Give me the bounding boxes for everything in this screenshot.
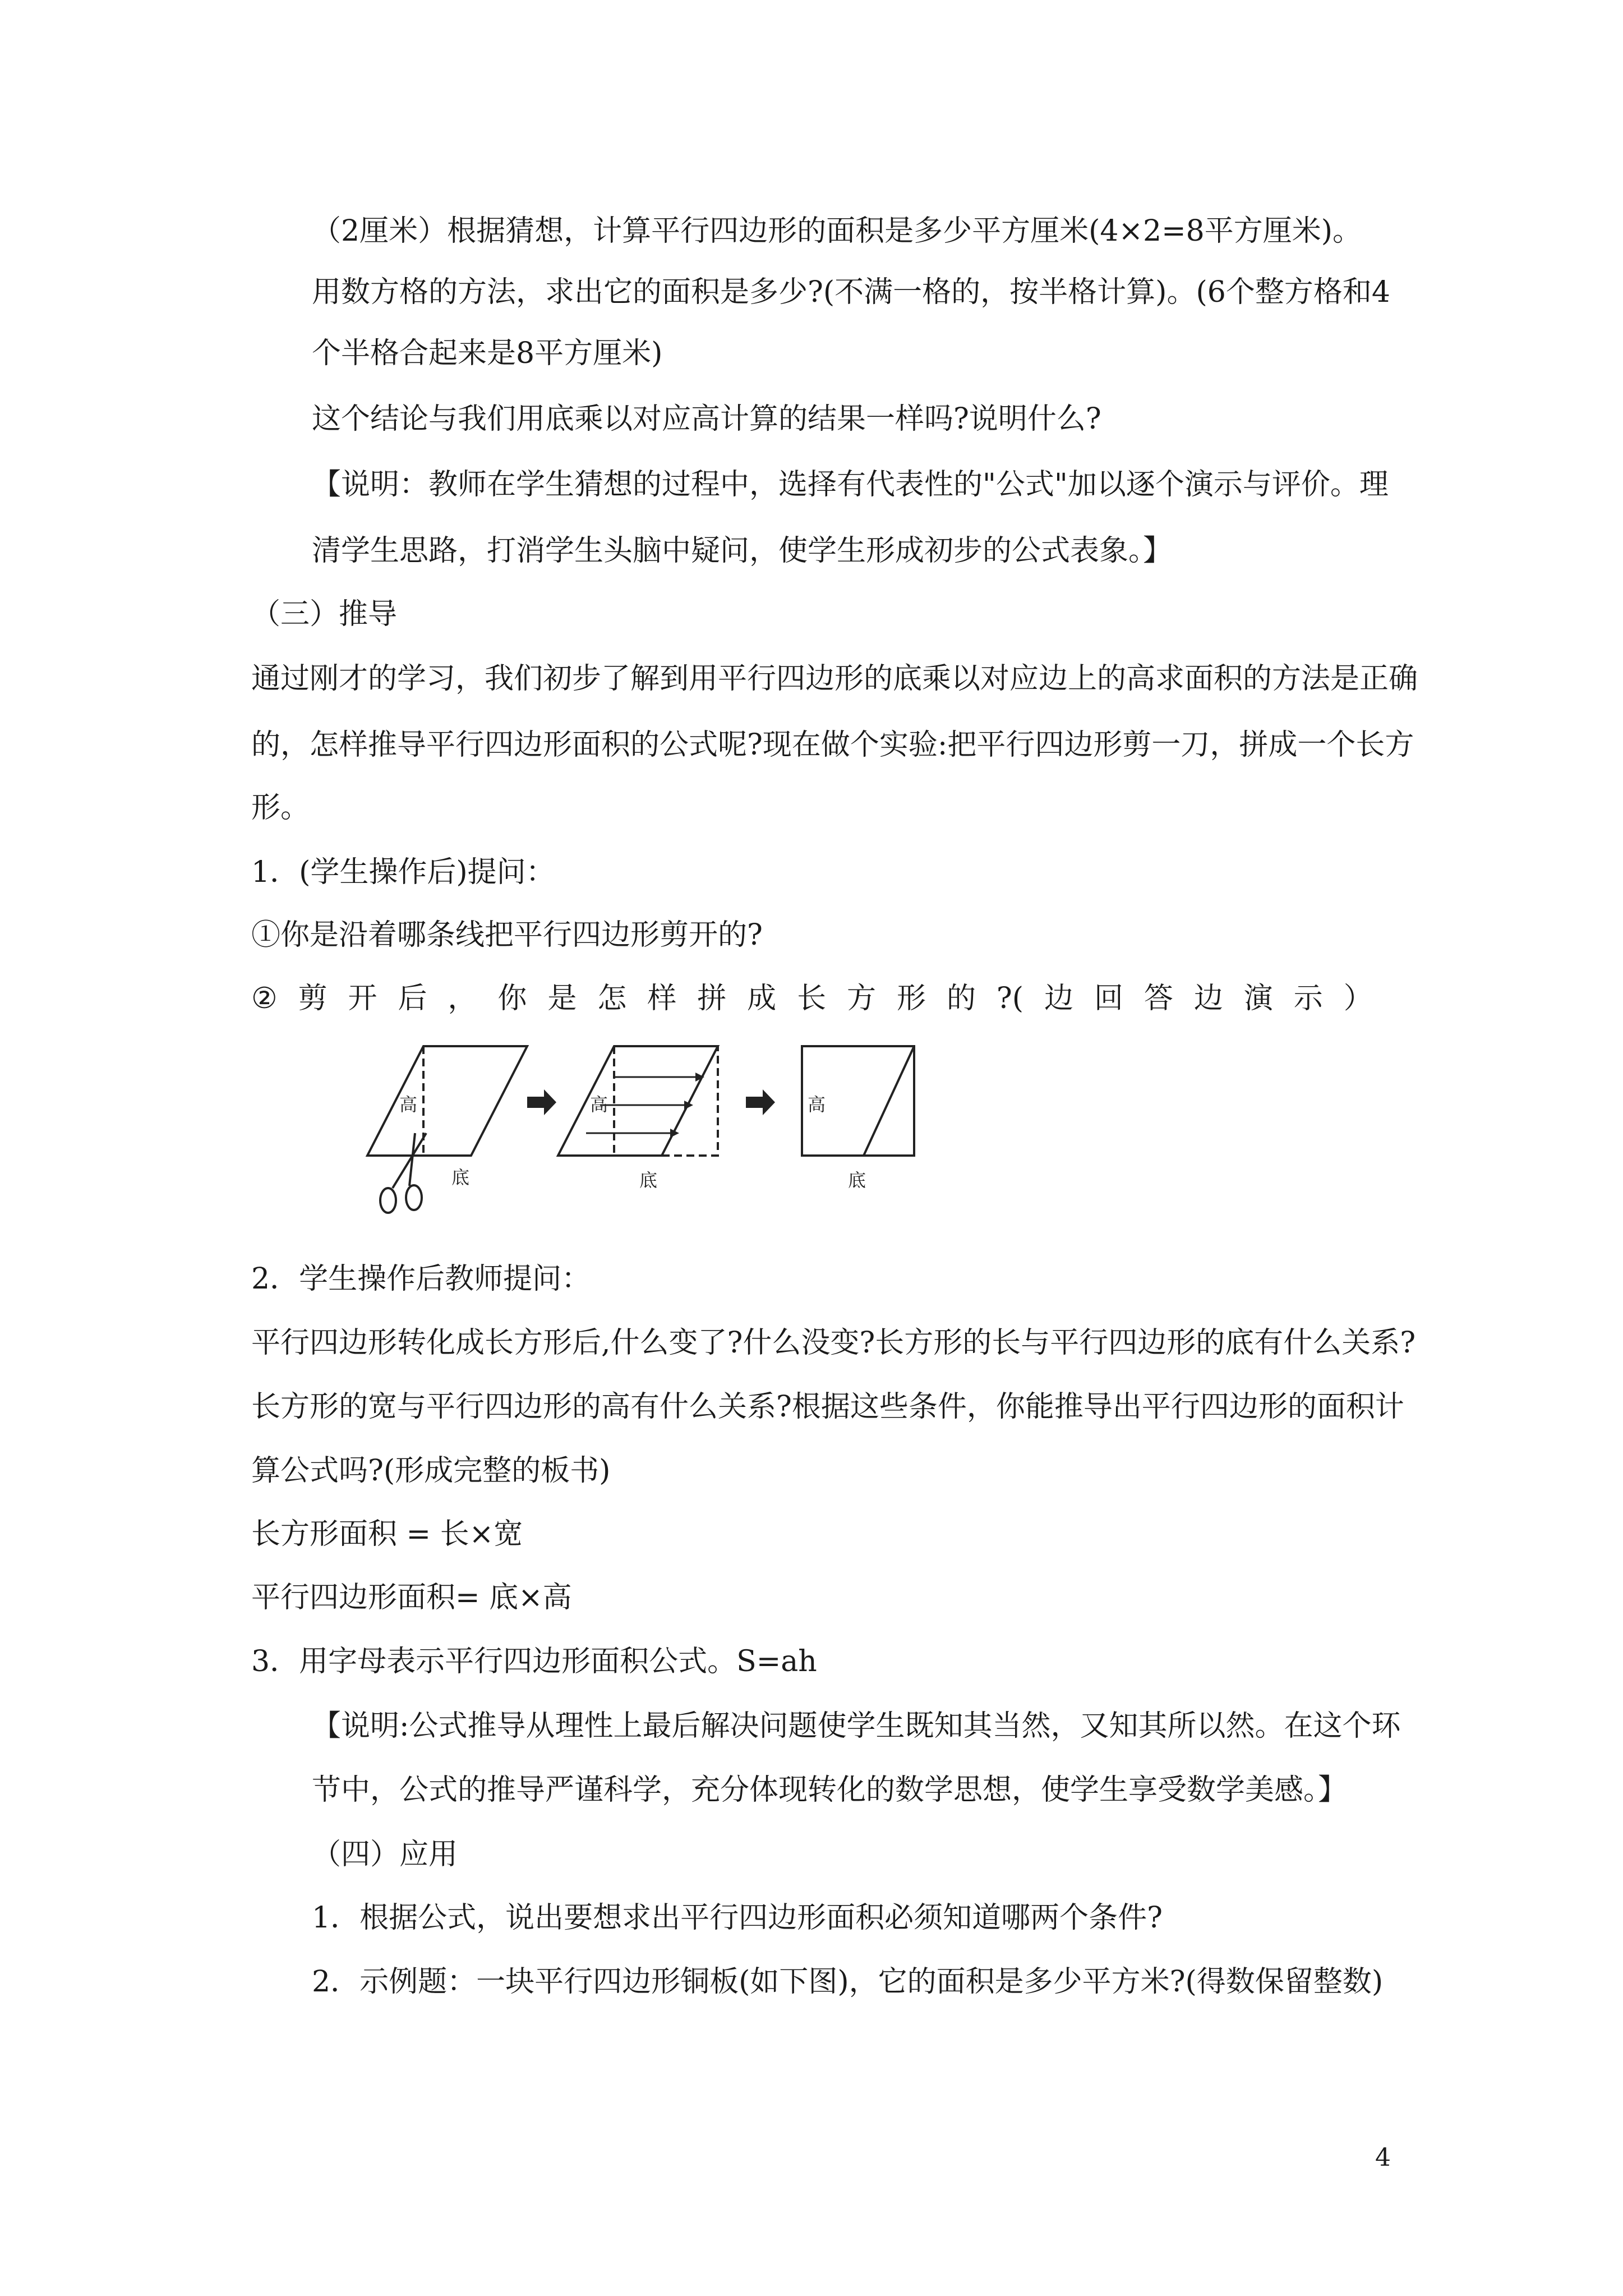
parallelogram-shape bbox=[558, 1046, 718, 1156]
char: 怎 bbox=[597, 982, 627, 1015]
base-label: 底 bbox=[848, 1170, 866, 1191]
char: 是 bbox=[547, 982, 577, 1015]
paragraph-line: 的，怎样推导平行四边形面积的公式呢?现在做个实验:把平行四边形剪一刀，拼成一个长方 bbox=[251, 728, 1414, 762]
char: 剪 bbox=[298, 982, 328, 1015]
formula-line: 平行四边形面积= 底×高 bbox=[251, 1581, 572, 1614]
char: 开 bbox=[348, 982, 377, 1015]
char: 样 bbox=[647, 982, 677, 1015]
section-heading: （三）推导 bbox=[251, 597, 398, 631]
note-line: 节中，公式的推导严谨科学，充分体现转化的数学思想，使学生享受数学美感。】 bbox=[312, 1773, 1348, 1807]
arrow-right-icon bbox=[527, 1089, 556, 1115]
paragraph-line: 形。 bbox=[251, 791, 310, 825]
char: 边 bbox=[1044, 982, 1074, 1015]
char: 演 bbox=[1243, 982, 1273, 1015]
char: 你 bbox=[497, 982, 527, 1015]
note-line: 【说明：教师在学生猜想的过程中，选择有代表性的"公式"加以逐个演示与评价。理 bbox=[312, 468, 1389, 501]
list-item: 3．用字母表示平行四边形面积公式。S=ah bbox=[251, 1645, 817, 1678]
height-label: 高 bbox=[808, 1094, 826, 1115]
char: 的 bbox=[946, 982, 976, 1015]
diagonal-cut-line bbox=[864, 1046, 914, 1156]
char: 方 bbox=[847, 982, 877, 1015]
char: 答 bbox=[1144, 982, 1173, 1015]
list-item: ①你是沿着哪条线把平行四边形剪开的? bbox=[251, 918, 763, 952]
justified-question-line bbox=[251, 982, 1373, 1015]
parallelogram-to-rectangle-figure bbox=[359, 1038, 1021, 1223]
list-item: 2．示例题：一块平行四边形铜板(如下图)，它的面积是多少平方米?(得数保留整数) bbox=[312, 1965, 1384, 1999]
char: ） bbox=[1343, 982, 1373, 1015]
char: ② bbox=[251, 982, 278, 1015]
paragraph-line: 通过刚才的学习，我们初步了解到用平行四边形的底乘以对应边上的高求面积的方法是正确 bbox=[251, 662, 1418, 696]
arrow-right-icon bbox=[746, 1089, 775, 1115]
list-item: 1．(学生操作后)提问： bbox=[251, 855, 555, 889]
char: 回 bbox=[1094, 982, 1123, 1015]
parallelogram-shape bbox=[367, 1046, 527, 1156]
char: 成 bbox=[747, 982, 777, 1015]
base-label: 底 bbox=[639, 1170, 658, 1191]
char: ?( bbox=[996, 982, 1024, 1015]
height-label: 高 bbox=[399, 1094, 418, 1115]
list-item: 2．学生操作后教师提问： bbox=[251, 1262, 591, 1296]
note-line: 【说明:公式推导从理性上最后解决问题使学生既知其当然，又知其所以然。在这个环 bbox=[312, 1709, 1401, 1743]
formula-line: 长方形面积 = 长×宽 bbox=[251, 1517, 523, 1551]
char: ， bbox=[448, 982, 477, 1015]
scissors-icon bbox=[380, 1133, 426, 1213]
list-item: 1．根据公式，说出要想求出平行四边形面积必须知道哪两个条件? bbox=[312, 1901, 1163, 1935]
note-line: 清学生思路，打消学生头脑中疑问，使学生形成初步的公式表象。】 bbox=[312, 534, 1173, 568]
char: 长 bbox=[797, 982, 827, 1015]
paragraph-line: （2厘米）根据猜想，计算平行四边形的面积是多少平方厘米(4×2=8平方厘米)。 bbox=[312, 214, 1362, 248]
height-label: 高 bbox=[590, 1094, 608, 1115]
paragraph-line: 长方形的宽与平行四边形的高有什么关系?根据这些条件，你能推导出平行四边形的面积计 bbox=[251, 1390, 1404, 1424]
char: 后 bbox=[398, 982, 427, 1015]
char: 示 bbox=[1293, 982, 1323, 1015]
paragraph-line: 平行四边形转化成长方形后,什么变了?什么没变?长方形的长与平行四边形的底有什么关系? bbox=[251, 1326, 1416, 1360]
base-label: 底 bbox=[451, 1167, 470, 1188]
paragraph-line: 用数方格的方法，求出它的面积是多少?(不满一格的，按半格计算)。(6个整方格和4 bbox=[312, 275, 1390, 309]
paragraph-line: 个半格合起来是8平方厘米) bbox=[312, 337, 663, 370]
char: 拼 bbox=[697, 982, 727, 1015]
char: 形 bbox=[897, 982, 926, 1015]
char: 边 bbox=[1193, 982, 1223, 1015]
paragraph-line: 算公式吗?(形成完整的板书) bbox=[251, 1454, 611, 1488]
paragraph-line: 这个结论与我们用底乘以对应高计算的结果一样吗?说明什么? bbox=[312, 402, 1101, 436]
section-heading: （四）应用 bbox=[312, 1838, 458, 1871]
page-number: 4 bbox=[1375, 2143, 1391, 2172]
